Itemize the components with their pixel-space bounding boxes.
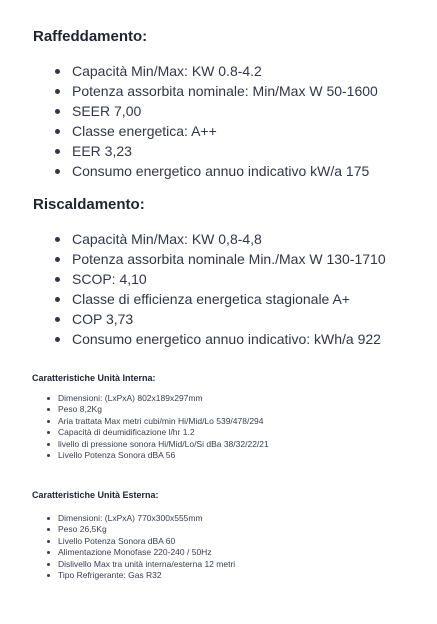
list-item: SEER 7,00 xyxy=(33,101,378,121)
list-item: Capacità di deumidificazione l/hr 1.2 xyxy=(32,427,269,438)
list-item: Classe energetica: A++ xyxy=(33,121,378,141)
list-item: COP 3,73 xyxy=(33,309,386,329)
list-item: SCOP: 4,10 xyxy=(33,269,386,289)
list-item: Dislivello Max tra unità interna/esterna 12 metri xyxy=(32,559,235,570)
outdoor-unit-title: Caratteristiche Unità Esterna: xyxy=(32,490,159,500)
list-item: Alimentazione Monofase 220-240 / 50Hz xyxy=(32,547,235,558)
list-item: Peso 8,2Kg xyxy=(32,404,269,415)
list-item: Tipo Refrigerante: Gas R32 xyxy=(32,570,235,581)
outdoor-unit-spec-list xyxy=(32,513,235,581)
indoor-unit-spec-list xyxy=(32,393,269,461)
list-item: Consumo energetico annuo indicativo: kWh/a 922 xyxy=(33,329,386,349)
cooling-spec-list xyxy=(33,61,378,181)
list-item: Dimensioni: (LxPxA) 802x189x297mm xyxy=(32,393,269,404)
list-item: Peso 26,5Kg xyxy=(32,524,235,535)
list-item: Capacità Min/Max: KW 0.8-4.2 xyxy=(33,61,378,81)
list-item: EER 3,23 xyxy=(33,141,378,161)
list-item: Aria trattata Max metri cubi/min Hi/Mid/Lo 539/478/294 xyxy=(32,416,269,427)
list-item: Livello Potenza Sonora dBA 56 xyxy=(32,450,269,461)
list-item: Dimensioni: (LxPxA) 770x300x555mm xyxy=(32,513,235,524)
list-item: Capacità Min/Max: KW 0,8-4,8 xyxy=(33,229,386,249)
list-item: livello di pressione sonora Hi/Mid/Lo/Si dBa 38/32/22/21 xyxy=(32,439,269,450)
list-item: Consumo energetico annuo indicativo kW/a 175 xyxy=(33,161,378,181)
heating-title: Riscaldamento: xyxy=(33,196,145,213)
list-item: Livello Potenza Sonora dBA 60 xyxy=(32,536,235,547)
list-item: Potenza assorbita nominale: Min/Max W 50-1600 xyxy=(33,81,378,101)
list-item: Potenza assorbita nominale Min./Max W 130-1710 xyxy=(33,249,386,269)
heating-spec-list xyxy=(33,229,386,349)
list-item: Classe di efficienza energetica stagionale A+ xyxy=(33,289,386,309)
indoor-unit-title: Caratteristiche Unità Interna: xyxy=(32,373,156,383)
cooling-title: Raffeddamento: xyxy=(33,28,148,45)
